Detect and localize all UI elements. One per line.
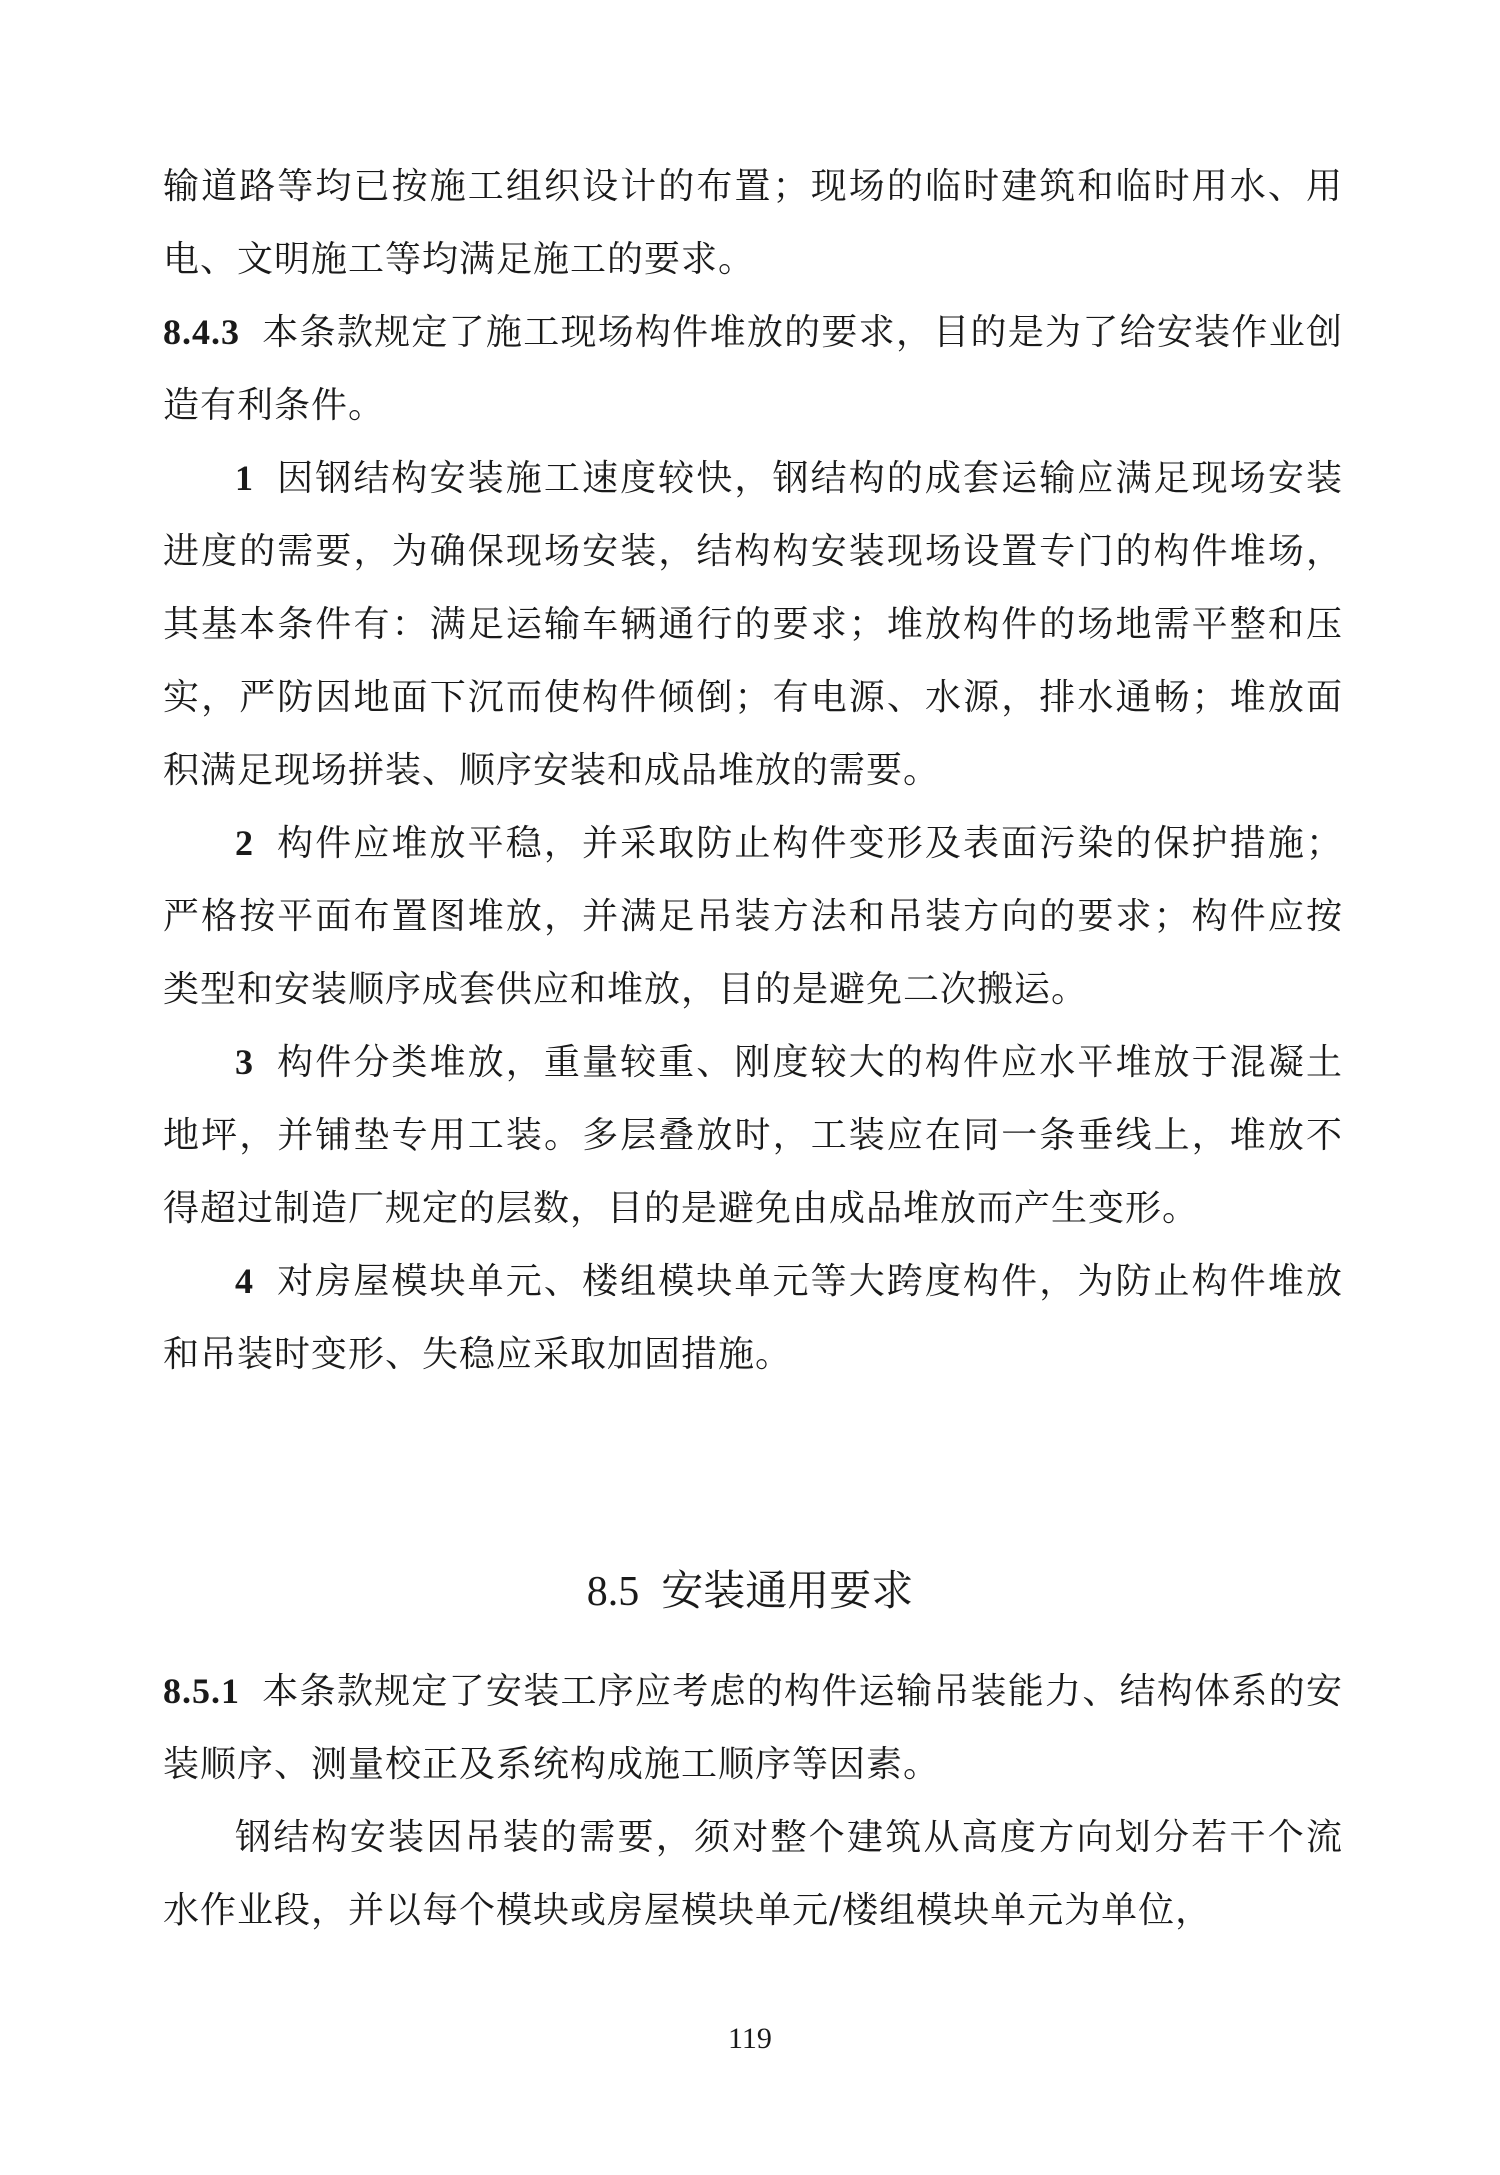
list-item-1	[163, 442, 1343, 807]
section-number: 8.5	[586, 1569, 640, 1615]
section-title: 安装通用要求	[661, 1566, 914, 1615]
item-text: 对房屋模块单元、楼组模块单元等大跨度构件，为防止构件堆放和吊装时变形、失稳应采取加固措施。	[163, 1261, 1343, 1375]
clause-number: 8.5.1	[163, 1671, 240, 1711]
clause-8-4-3	[163, 296, 1343, 442]
paragraph: 钢结构安装因吊装的需要，须对整个建筑从高度方向划分若干个流水作业段，并以每个模块或房屋模块单元/楼组模块单元为单位，	[163, 1817, 1343, 1931]
clause-number: 8.4.3	[163, 312, 240, 352]
clause-text: 本条款规定了安装工序应考虑的构件运输吊装能力、结构体系的安装顺序、测量校正及系统构成施工顺序等因素。	[163, 1671, 1343, 1785]
item-text: 构件分类堆放，重量较重、刚度较大的构件应水平堆放于混凝土地坪，并铺垫专用工装。多层叠放时，工装应在同一条垂线上，堆放不得超过制造厂规定的层数，目的是避免由成品堆放而产生变形。	[163, 1042, 1343, 1229]
item-text: 因钢结构安装施工速度较快，钢结构的成套运输应满足现场安装进度的需要，为确保现场安装，结构构安装现场设置专门的构件堆场，其基本条件有：满足运输车辆通行的要求；堆放构件的场地需平整和压实，严防因地面下沉而使构件倾倒；有电源、水源，排水通畅；堆放面积满足现场拼装、顺序安装和成品堆放的需要。	[163, 458, 1343, 791]
item-number: 1	[235, 458, 254, 498]
list-item-3	[163, 1026, 1343, 1245]
body-text-lower	[163, 1655, 1343, 1947]
body-text-upper	[163, 150, 1343, 1391]
clause-8-5-1	[163, 1655, 1343, 1801]
page-number: 119	[728, 2022, 772, 2055]
item-number: 4	[235, 1261, 254, 1301]
list-item-2	[163, 807, 1343, 1026]
paragraph-continued: 输道路等均已按施工组织设计的布置；现场的临时建筑和临时用水、用电、文明施工等均满足施工的要求。	[163, 166, 1343, 280]
section-heading	[0, 1561, 1500, 1622]
item-number: 2	[235, 823, 254, 863]
list-item-4	[163, 1245, 1343, 1391]
item-number: 3	[235, 1042, 254, 1082]
clause-text: 本条款规定了施工现场构件堆放的要求，目的是为了给安装作业创造有利条件。	[163, 312, 1343, 426]
item-text: 构件应堆放平稳，并采取防止构件变形及表面污染的保护措施；严格按平面布置图堆放，并满足吊装方法和吊装方向的要求；构件应按类型和安装顺序成套供应和堆放，目的是避免二次搬运。	[163, 823, 1343, 1010]
